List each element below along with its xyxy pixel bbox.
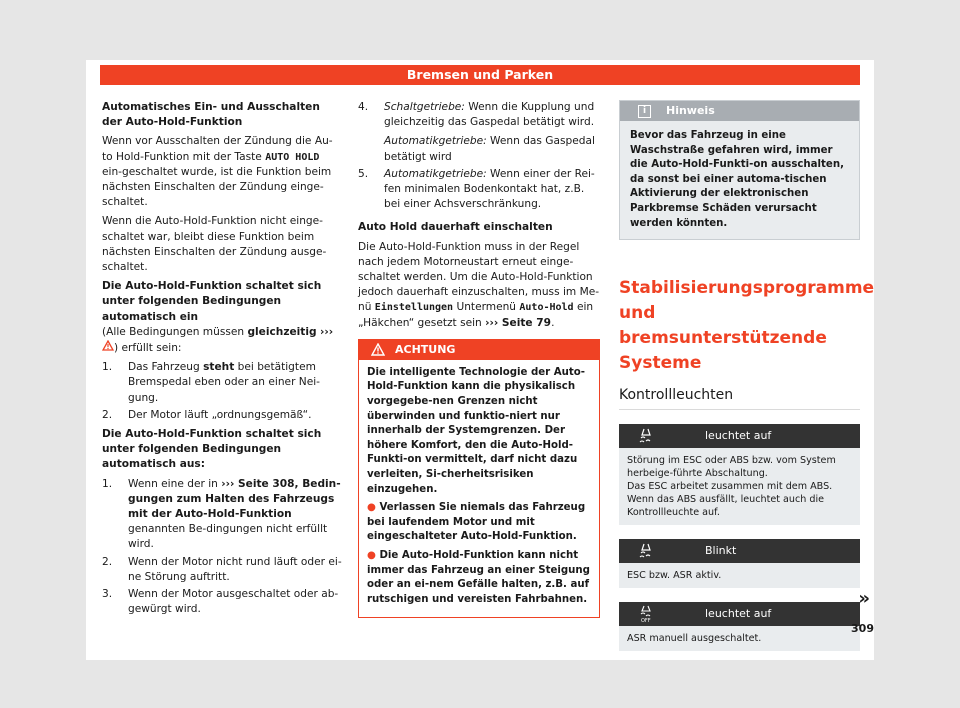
lamp-status: leuchtet auf bbox=[705, 607, 772, 621]
conditions-on-list bbox=[102, 360, 342, 423]
heading-permanent: Auto Hold dauerhaft einschalten bbox=[358, 221, 553, 234]
list-item: 5. Automatikgetriebe: Wenn einer der Rei-fen minimalen Bodenkontakt hat, z.B. bei einer Achsverschränkung. bbox=[358, 167, 595, 211]
list-item: 1. Wenn eine der in ››› Seite 308, Bedin-gungen zum Halten des Fahrzeugs mit der Auto-Hold-Funktion genannten Be-dingungen nicht erfüllt wird. bbox=[102, 477, 341, 551]
indicator-lamp-row bbox=[619, 424, 860, 525]
auto-hold-key-label: AUTO HOLD bbox=[265, 151, 320, 163]
hint-header bbox=[620, 101, 859, 121]
hint-box bbox=[619, 100, 860, 240]
paragraph-3: (Alle Bedingungen müssen gleichzeitig ››› ) erfüllt sein: bbox=[102, 325, 334, 355]
paragraph-permanent: Die Auto-Hold-Funktion muss in der Regel nach jedem Motorneustart erneut einge-schaltet werden. Um die Auto-Hold-Funktion jedoch dauerhaft einzuschalten, muss im Me-nü Einstellungen Untermenü Auto-Hold ein „Häkchen“ gesetzt sein ››› Seite 79. bbox=[358, 240, 600, 329]
conditions-off-list bbox=[102, 477, 342, 618]
esc-warning-icon bbox=[637, 427, 655, 445]
list-item: 1. Das Fahrzeug steht bei betätigtem Bremspedal eben oder an einer Nei-gung. bbox=[102, 361, 321, 404]
chapter-header: Bremsen und Parken bbox=[100, 65, 860, 85]
manual-page bbox=[86, 60, 874, 660]
heading-auto-on-off: Automatisches Ein- und Ausschalten der Auto-Hold-Funktion bbox=[102, 101, 320, 129]
warning-triangle-icon[interactable] bbox=[102, 340, 114, 351]
bullet-icon: ● bbox=[367, 502, 376, 514]
info-icon: i bbox=[638, 105, 651, 118]
indicator-lamp-row bbox=[619, 602, 860, 651]
warning-box bbox=[358, 339, 600, 619]
esc-warning-icon bbox=[637, 542, 655, 560]
column-2 bbox=[358, 100, 600, 618]
hint-title: Hinweis bbox=[666, 104, 715, 117]
page-link[interactable]: ››› Seite 308, Bedin-gungen zum Halten des Fahrzeugs mit der Auto-Hold-Funktion bbox=[128, 477, 341, 521]
heading-auto-on: Die Auto-Hold-Funktion schaltet sich unter folgenden Bedingungen automatisch ein bbox=[102, 280, 322, 323]
indicator-lamp-row bbox=[619, 539, 860, 588]
lamp-status: leuchtet auf bbox=[705, 429, 772, 443]
lamp-description: ESC bzw. ASR aktiv. bbox=[627, 570, 722, 582]
lamp-status: Blinkt bbox=[705, 544, 737, 558]
arrow-link[interactable]: ››› bbox=[319, 325, 334, 338]
warning-title: ACHTUNG bbox=[395, 342, 456, 356]
paragraph-2: Wenn die Auto-Hold-Funktion nicht einge-schaltet war, bleibt diese Funktion beim nächsten Einschalten der Zündung ausge-schaltet. bbox=[102, 215, 327, 274]
subsection-title: Kontrollleuchten bbox=[619, 388, 860, 410]
heading-auto-off: Die Auto-Hold-Funktion schaltet sich unter folgenden Bedingungen automatisch aus: bbox=[102, 428, 322, 471]
column-1 bbox=[102, 100, 342, 622]
svg-text:OFF: OFF bbox=[641, 618, 651, 624]
warning-bullet: ● Verlassen Sie niemals das Fahrzeug bei laufendem Motor und mit eingeschalteter Auto-Hold-Funktion. bbox=[367, 502, 586, 543]
warning-bullet: ● Die Auto-Hold-Funktion kann nicht immer das Fahrzeug an einer Steigung oder an ei-nem Gefälle halten, z.B. auf rutschigen und vereisten Fahrbahnen. bbox=[367, 549, 590, 605]
lamp-description: ASR manuell ausgeschaltet. bbox=[627, 633, 762, 645]
paragraph-1: Wenn vor Ausschalten der Zündung die Au-to Hold-Funktion mit der Taste AUTO HOLD ein-geschaltet wurde, ist die Funktion beim nächsten Einschalten der Zündung einge-schaltet. bbox=[102, 135, 333, 209]
list-item: 4. Schaltgetriebe: Wenn die Kupplung und gleichzeitig das Gaspedal betätigt wird. Automatikgetriebe: Wenn das Gaspedal betätigt wird bbox=[358, 101, 595, 163]
hint-text: Bevor das Fahrzeug in eine Waschstraße gefahren wird, immer die Auto-Hold-Funkti-on ausschalten, da sonst bei einer automa-tischen Aktivierung der elektronischen Parkbremse Schäden verursacht werden könnten. bbox=[630, 130, 844, 229]
section-title: Stabilisierungsprogramme und bremsunterstützende Systeme bbox=[619, 278, 875, 374]
submenu-name: Auto-Hold bbox=[519, 302, 574, 314]
warning-text: Die intelligente Technologie der Auto-Hold-Funktion kann die physikalisch vorgegebe-nen Grenzen nicht überwinden und funktio-niert nur innerhalb der Systemgrenzen. Der höhere Komfort, den die Auto-Hold-Funkti-on vermittelt, darf nicht dazu verleiten, Si-cherheitsrisiken einzugehen. bbox=[367, 366, 585, 495]
list-item: 3. Wenn der Motor ausgeschaltet oder ab-gewürgt wird. bbox=[102, 588, 339, 616]
esc-off-icon bbox=[637, 605, 655, 623]
warning-header bbox=[359, 340, 599, 360]
bullet-icon: ● bbox=[367, 549, 376, 561]
lamp-description: Störung im ESC oder ABS bzw. vom System herbeige-führte Abschaltung. Das ESC arbeitet zusammen mit dem ABS. Wenn das ABS ausfällt, leuchtet auch die Kontrollleuchte auf. bbox=[627, 455, 836, 519]
conditions-off-list-continued bbox=[358, 100, 600, 212]
page-link[interactable]: ››› Seite 79 bbox=[485, 316, 552, 329]
list-item: 2. Wenn der Motor nicht rund läuft oder ei-ne Störung auftritt. bbox=[102, 555, 342, 583]
warning-triangle-icon bbox=[371, 343, 385, 356]
warning-body bbox=[359, 360, 599, 618]
page-number: 309 bbox=[851, 622, 874, 635]
continued-mark: » bbox=[858, 588, 870, 609]
menu-name: Einstellungen bbox=[374, 302, 454, 314]
list-item: 2. Der Motor läuft „ordnungsgemäß“. bbox=[102, 408, 312, 421]
